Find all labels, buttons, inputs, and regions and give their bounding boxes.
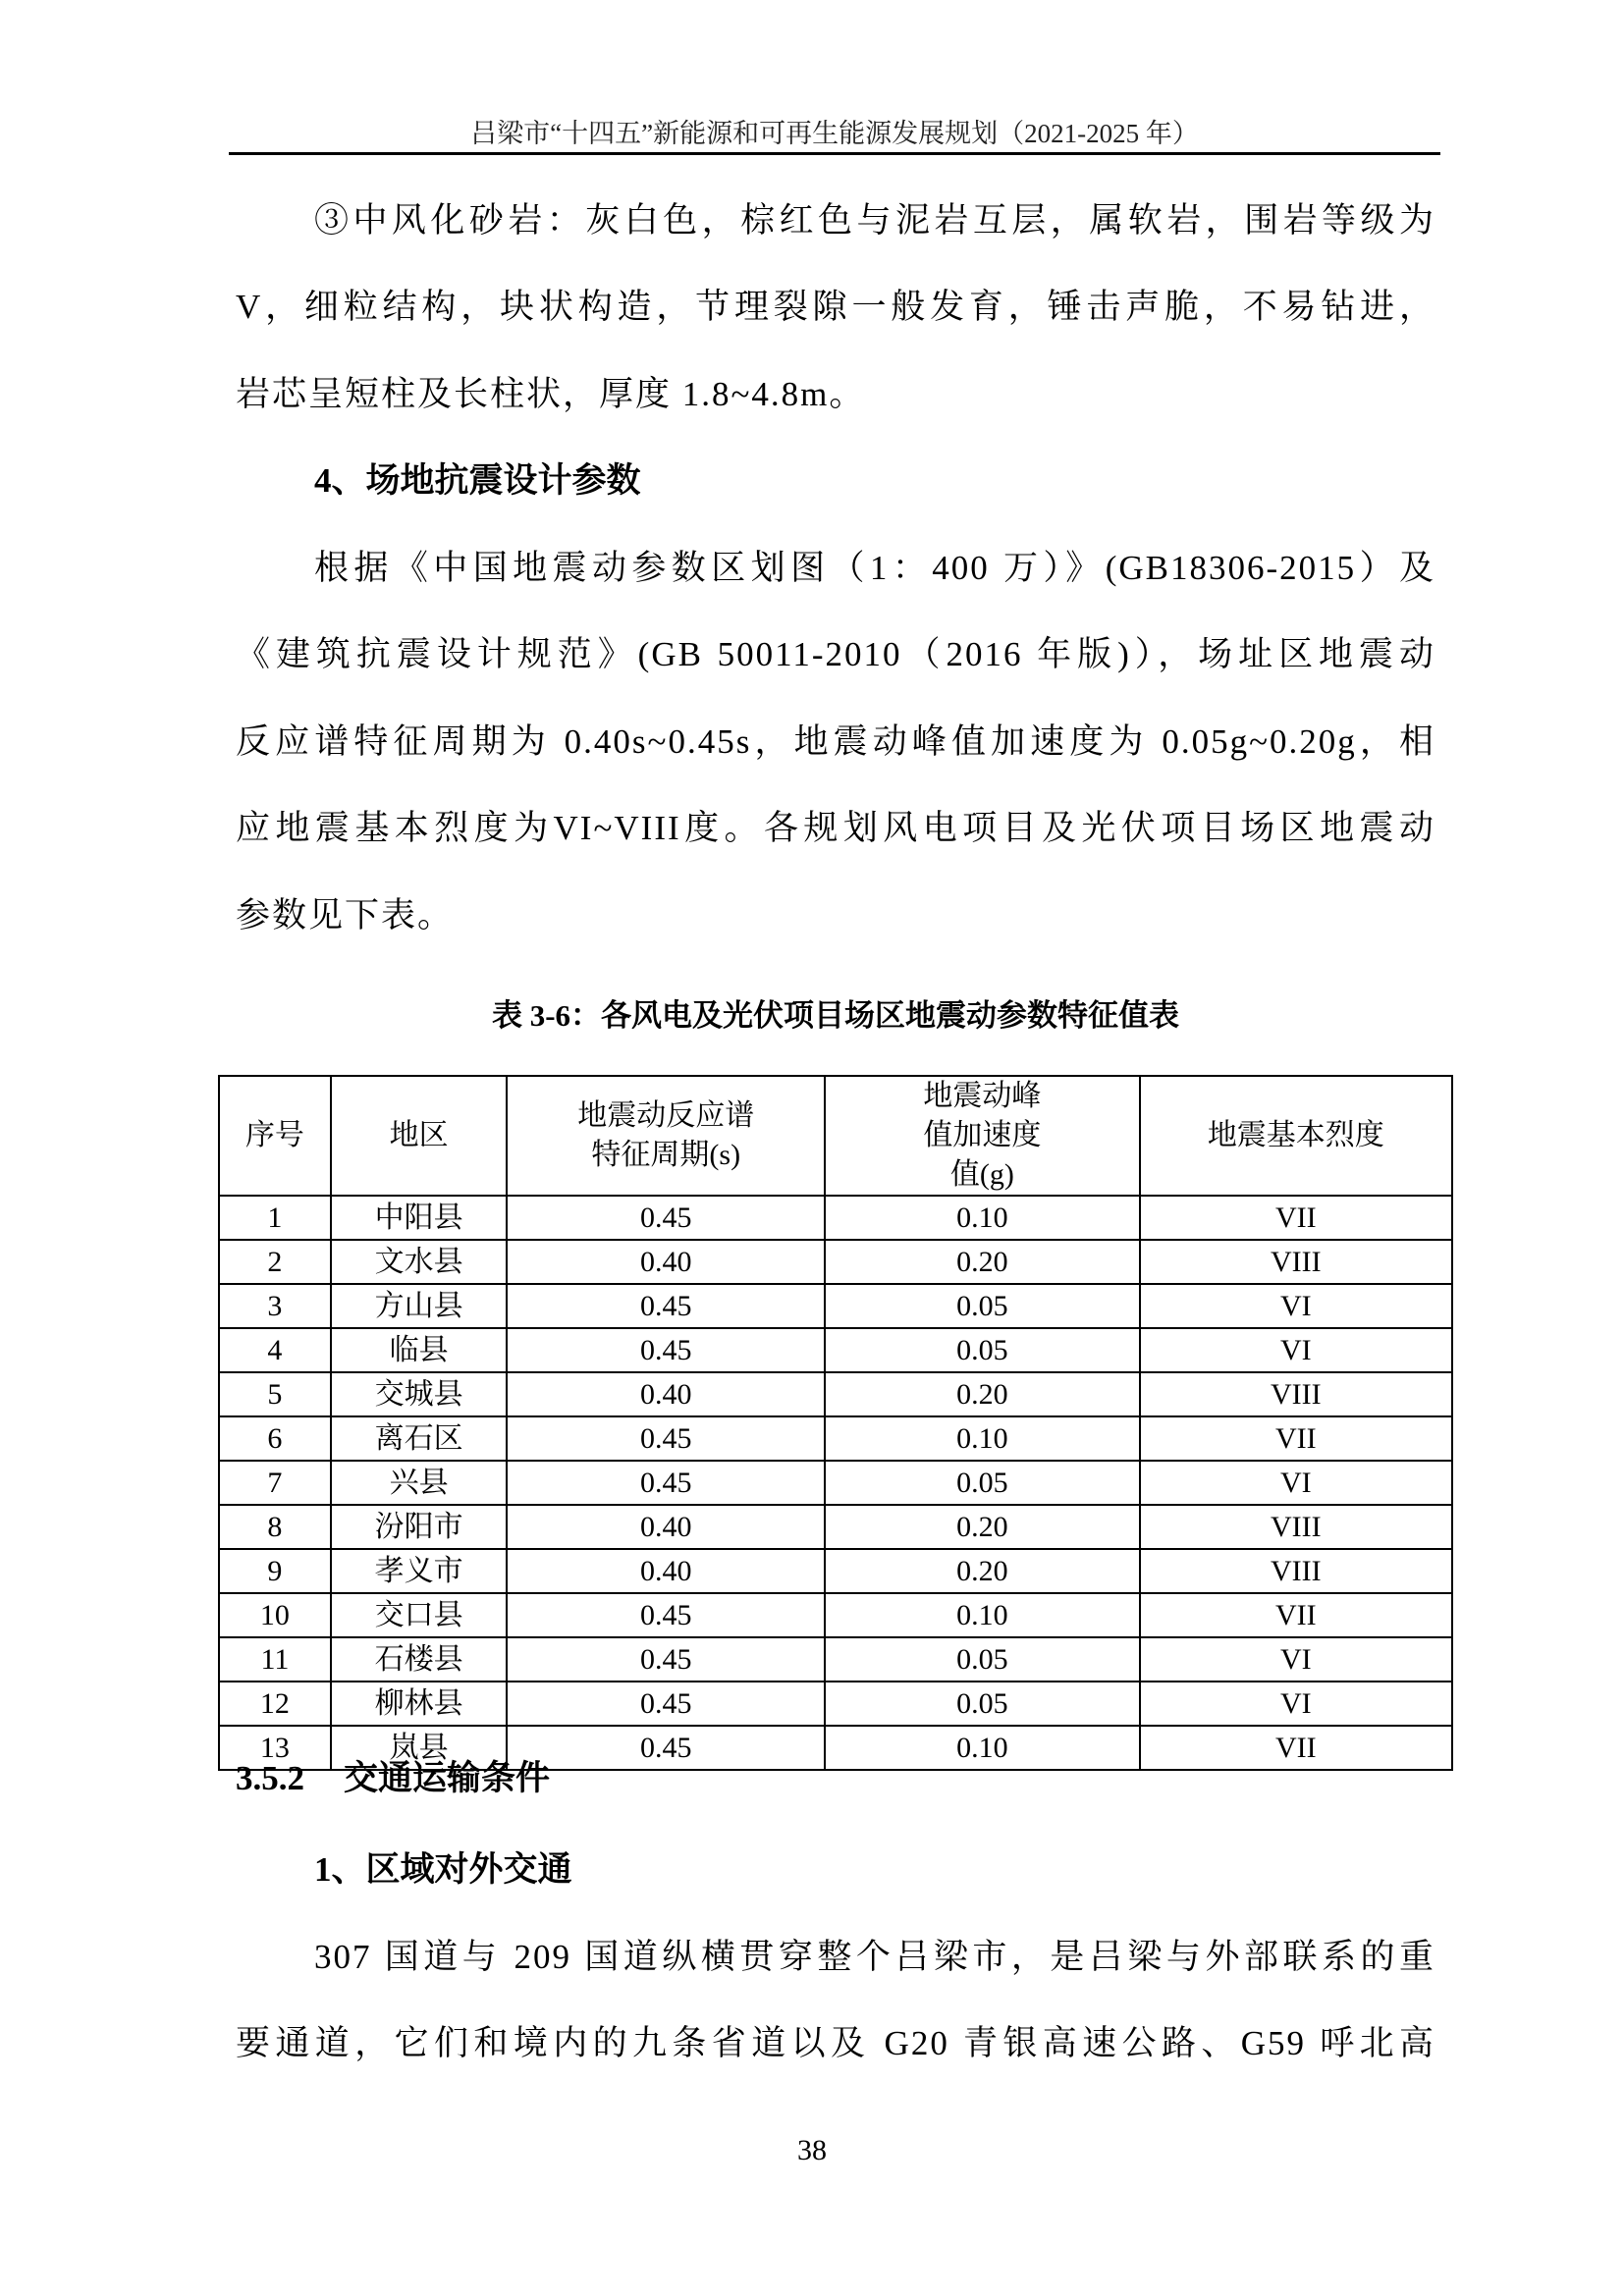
table-cell: 方山县	[331, 1284, 508, 1328]
text-line: 根据《中国地震动参数区划图（1：400 万）》(GB18306-2015）及	[314, 549, 1435, 587]
table-cell: 0.45	[507, 1637, 825, 1682]
table-row	[219, 1549, 1452, 1593]
table-cell: VIII	[1140, 1372, 1452, 1416]
table-caption: 表 3-6：各风电及光伏项目场区地震动参数特征值表	[491, 998, 1180, 1033]
column-header: 地区	[331, 1076, 508, 1196]
table-cell: 汾阳市	[331, 1505, 508, 1549]
text-line: 307 国道与 209 国道纵横贯穿整个吕梁市，是吕梁与外部联系的重	[314, 1938, 1435, 1976]
table-cell: 0.20	[825, 1505, 1140, 1549]
table-cell: VIII	[1140, 1240, 1452, 1284]
table-cell: 0.05	[825, 1682, 1140, 1726]
table-header-row	[219, 1076, 1452, 1196]
text-line: V，细粒结构，块状构造，节理裂隙一般发育，锤击声脆，不易钻进，	[236, 288, 1435, 326]
table-cell: 石楼县	[331, 1637, 508, 1682]
table-cell: 12	[219, 1682, 331, 1726]
seismic-parameters-table	[218, 1075, 1453, 1771]
table-cell: 8	[219, 1505, 331, 1549]
table-cell: VI	[1140, 1682, 1452, 1726]
table-cell: 3	[219, 1284, 331, 1328]
table-cell: 柳林县	[331, 1682, 508, 1726]
table-cell: 0.05	[825, 1637, 1140, 1682]
text-line: 参数见下表。	[236, 896, 455, 934]
header-rule	[229, 152, 1440, 155]
table-cell: 0.45	[507, 1461, 825, 1505]
table-cell: 7	[219, 1461, 331, 1505]
table-cell: 岚县	[331, 1726, 508, 1770]
table-row	[219, 1240, 1452, 1284]
column-header-text: 地震动峰值加速度值(g)	[923, 1080, 1042, 1191]
table-cell: 0.10	[825, 1416, 1140, 1461]
table-row	[219, 1637, 1452, 1682]
table-cell: 1	[219, 1196, 331, 1240]
table-cell: 兴县	[331, 1461, 508, 1505]
subheading-seismic: 4、场地抗震设计参数	[314, 461, 641, 500]
column-header	[507, 1076, 825, 1196]
table-cell: 11	[219, 1637, 331, 1682]
table-cell: 0.45	[507, 1416, 825, 1461]
table-row	[219, 1593, 1452, 1637]
table-cell: 0.05	[825, 1284, 1140, 1328]
table-cell: 5	[219, 1372, 331, 1416]
table-cell: 0.45	[507, 1328, 825, 1372]
table-cell: 0.40	[507, 1240, 825, 1284]
table-cell: 0.45	[507, 1726, 825, 1770]
table-cell: 0.10	[825, 1593, 1140, 1637]
table-cell: 0.40	[507, 1372, 825, 1416]
running-header: 吕梁市“十四五”新能源和可再生能源发展规划（2021-2025 年）	[470, 119, 1199, 148]
table-row	[219, 1328, 1452, 1372]
table-cell: 0.20	[825, 1549, 1140, 1593]
text-line: 要通道，它们和境内的九条省道以及 G20 青银高速公路、G59 呼北高	[236, 2024, 1435, 2062]
table-row	[219, 1196, 1452, 1240]
table-cell: VII	[1140, 1593, 1452, 1637]
table-cell: 0.05	[825, 1328, 1140, 1372]
table-cell: 0.40	[507, 1505, 825, 1549]
table-cell: VI	[1140, 1637, 1452, 1682]
table-row	[219, 1284, 1452, 1328]
section-heading	[236, 1749, 550, 1808]
table-cell: VI	[1140, 1284, 1452, 1328]
text-line: 应地震基本烈度为VI~VIII度。各规划风电项目及光伏项目场区地震动	[236, 809, 1435, 847]
text-line: ③中风化砂岩：灰白色，棕红色与泥岩互层，属软岩，围岩等级为	[314, 201, 1435, 240]
table-cell: VII	[1140, 1196, 1452, 1240]
column-header: 地震基本烈度	[1140, 1076, 1452, 1196]
table-cell: 10	[219, 1593, 331, 1637]
table-cell: 0.20	[825, 1240, 1140, 1284]
table-cell: 0.20	[825, 1372, 1140, 1416]
table-cell: 0.45	[507, 1593, 825, 1637]
text-line: 反应谱特征周期为 0.40s~0.45s，地震动峰值加速度为 0.05g~0.20g，相	[236, 722, 1435, 761]
table-cell: VI	[1140, 1461, 1452, 1505]
table-row	[219, 1416, 1452, 1461]
table-cell: 离石区	[331, 1416, 508, 1461]
table-cell: 6	[219, 1416, 331, 1461]
table-cell: 0.45	[507, 1196, 825, 1240]
table-cell: 0.10	[825, 1196, 1140, 1240]
table-cell: 0.40	[507, 1549, 825, 1593]
column-header-text: 地震动反应谱特征周期(s)	[577, 1099, 755, 1171]
table-cell: 0.10	[825, 1726, 1140, 1770]
table-cell: 孝义市	[331, 1549, 508, 1593]
table-cell: VI	[1140, 1328, 1452, 1372]
table-cell: 交口县	[331, 1593, 508, 1637]
text-line: 《建筑抗震设计规范》(GB 50011-2010（2016 年版)），场址区地震动	[236, 635, 1435, 673]
section-number: 3.5.2	[236, 1759, 304, 1797]
table-cell: VIII	[1140, 1505, 1452, 1549]
table-row	[219, 1372, 1452, 1416]
table-cell: 文水县	[331, 1240, 508, 1284]
table-row	[219, 1461, 1452, 1505]
table-cell: 9	[219, 1549, 331, 1593]
table-cell: 中阳县	[331, 1196, 508, 1240]
table-cell: VII	[1140, 1726, 1452, 1770]
table-cell: 2	[219, 1240, 331, 1284]
table-row	[219, 1505, 1452, 1549]
table-cell: 临县	[331, 1328, 508, 1372]
table-cell: 0.05	[825, 1461, 1140, 1505]
table-cell: 13	[219, 1726, 331, 1770]
table-cell: VIII	[1140, 1549, 1452, 1593]
column-header	[825, 1076, 1140, 1196]
text-line: 岩芯呈短柱及长柱状，厚度 1.8~4.8m。	[236, 375, 866, 413]
table-cell: 4	[219, 1328, 331, 1372]
column-header: 序号	[219, 1076, 331, 1196]
subheading-external-transport: 1、区域对外交通	[314, 1850, 572, 1889]
table-cell: 0.45	[507, 1284, 825, 1328]
section-title: 交通运输条件	[344, 1759, 551, 1797]
table-cell: 交城县	[331, 1372, 508, 1416]
page-number: 38	[797, 2134, 827, 2166]
table-cell: 0.45	[507, 1682, 825, 1726]
table-cell: VII	[1140, 1416, 1452, 1461]
table-row	[219, 1682, 1452, 1726]
